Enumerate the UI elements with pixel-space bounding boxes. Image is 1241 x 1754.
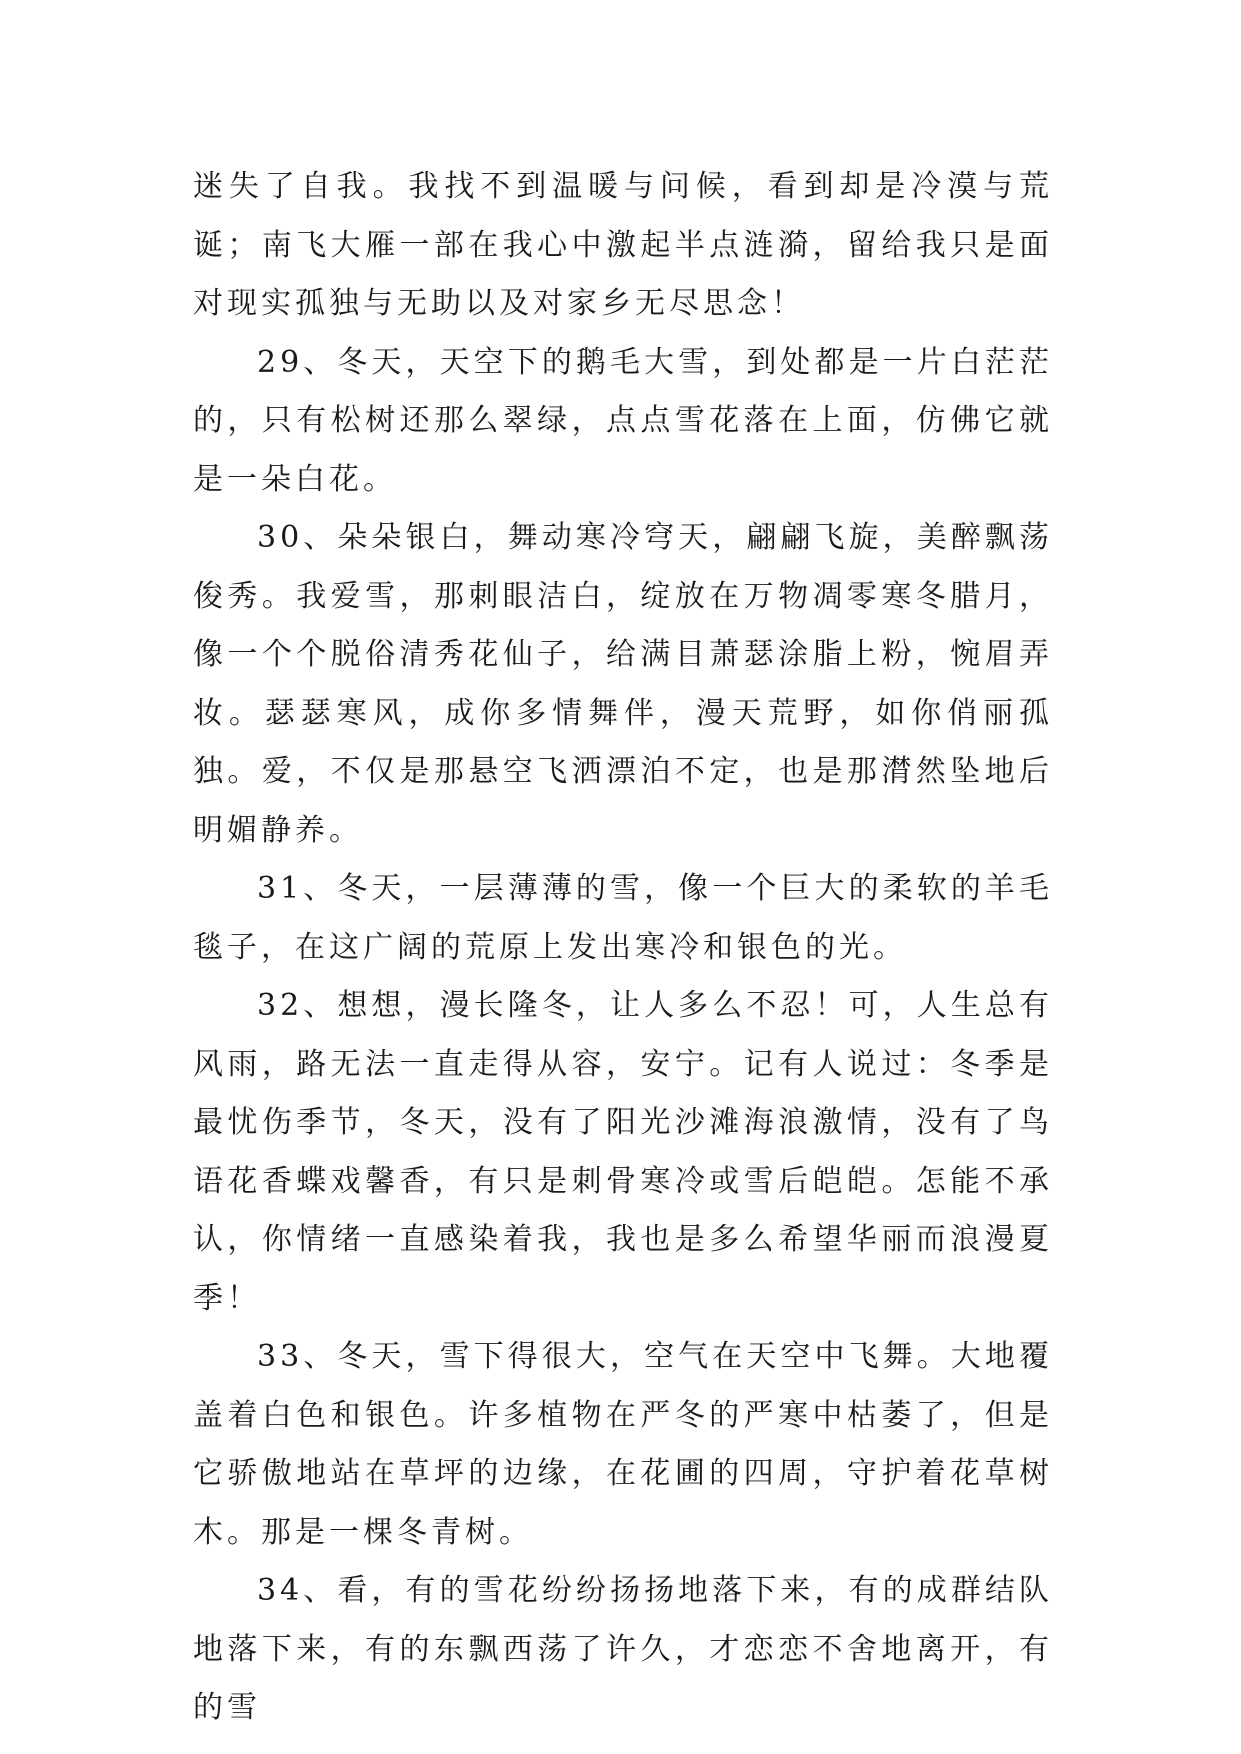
paragraph-29: 29、冬天，天空下的鹅毛大雪，到处都是一片白茫茫的，只有松树还那么翠绿，点点雪花落在上面，仿佛它就是一朵白花。 <box>193 344 1053 497</box>
document-body <box>193 158 1053 1738</box>
paragraph-33: 33、冬天，雪下得很大，空气在天空中飞舞。大地覆盖着白色和银色。许多植物在严冬的严寒中枯萎了，但是它骄傲地站在草坪的边缘，在花圃的四周，守护着花草树木。那是一棵冬青树。 <box>193 1339 1053 1550</box>
paragraph-34: 34、看，有的雪花纷纷扬扬地落下来，有的成群结队地落下来，有的东飘西荡了许久，才恋恋不舍地离开，有的雪 <box>193 1573 1053 1725</box>
paragraph-continued: 迷失了自我。我找不到温暖与问候，看到却是冷漠与荒诞；南飞大雁一部在我心中激起半点涟漪，留给我只是面对现实孤独与无助以及对家乡无尽思念！ <box>193 169 1053 321</box>
paragraph-30: 30、朵朵银白，舞动寒冷穹天，翩翩飞旋，美醉飘荡俊秀。我爱雪，那刺眼洁白，绽放在万物凋零寒冬腊月，像一个个脱俗清秀花仙子，给满目萧瑟涂脂上粉，惋眉弄妆。瑟瑟寒风，成你多情舞伴，漫天荒野，如你俏丽孤独。爱，不仅是那悬空飞洒漂泊不定，也是那潸然坠地后明媚静养。 <box>193 520 1053 848</box>
paragraph-31: 31、冬天，一层薄薄的雪，像一个巨大的柔软的羊毛毯子，在这广阔的荒原上发出寒冷和银色的光。 <box>193 871 1053 965</box>
paragraph-32: 32、想想，漫长隆冬，让人多么不忍！可，人生总有风雨，路无法一直走得从容，安宁。记有人说过：冬季是最忧伤季节，冬天，没有了阳光沙滩海浪激情，没有了鸟语花香蝶戏馨香，有只是刺骨寒冷或雪后皑皑。怎能不承认，你情绪一直感染着我，我也是多么希望华丽而浪漫夏季！ <box>193 988 1053 1316</box>
